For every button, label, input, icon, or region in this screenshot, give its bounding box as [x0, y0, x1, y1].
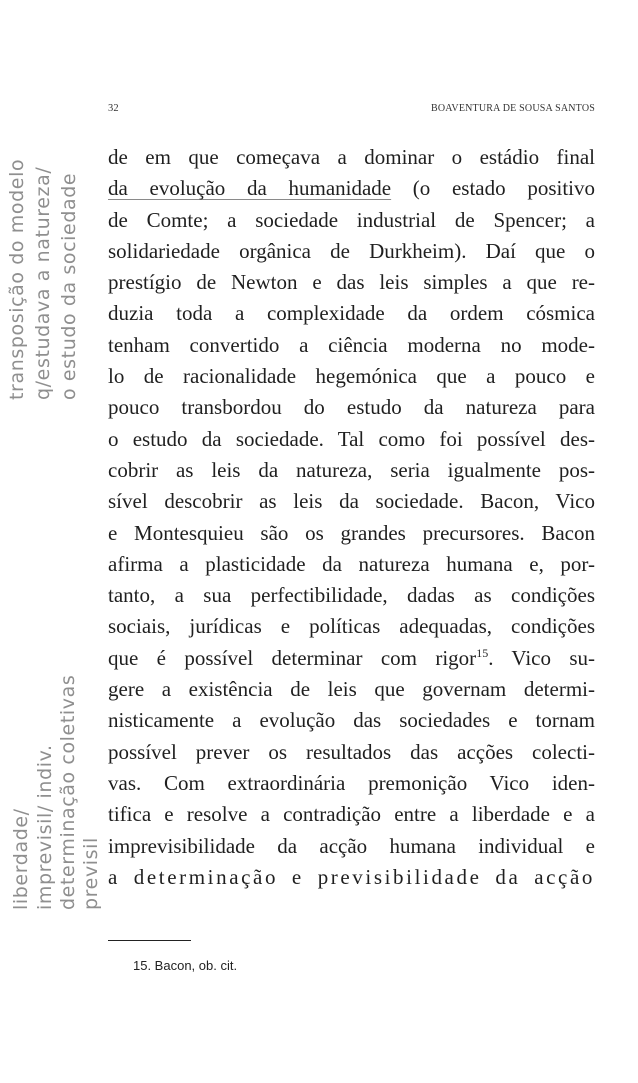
text-line: solidariedade orgânica de Durkheim). Daí que o	[108, 238, 595, 263]
underlined-phrase: da evolução da humanidade	[108, 176, 392, 201]
text-line: tanto, a sua perfectibilidade, dadas as condições	[108, 583, 595, 608]
text-line: cobrir as leis da natureza, seria igualmente pos-	[108, 457, 595, 482]
text-line: duzia toda a complexidade da ordem cósmica	[108, 301, 595, 326]
text-line: pouco transbordou do estudo da natureza para	[108, 395, 595, 420]
margin-note: previsil	[80, 837, 102, 910]
text-line: possível prever os resultados das acções colecti-	[108, 739, 595, 764]
text-line: tifica e resolve a contradição entre a liberdade e a	[108, 802, 595, 827]
page-number: 32	[108, 103, 119, 114]
margin-note: liberdade/	[10, 808, 32, 910]
text-line: e Montesquieu são os grandes precursores. Bacon	[108, 520, 595, 545]
margin-note: transposição do modelo	[6, 158, 28, 400]
footnote: 15. Bacon, ob. cit.	[133, 958, 238, 973]
text-line: de Comte; a sociedade industrial de Spencer; a	[108, 207, 595, 232]
text-line: tenham convertido a ciência moderna no mode-	[108, 332, 595, 357]
text-line: vas. Com extraordinária premonição Vico iden-	[108, 770, 595, 795]
text-line: a determinação e previsibilidade da acção	[108, 864, 595, 889]
text-line	[108, 173, 595, 204]
text-line: gere a existência de leis que governam determi-	[108, 677, 595, 702]
text-line-start: que é possível determinar com rigor	[108, 645, 477, 670]
text-line: nisticamente a evolução das sociedades e tornam	[108, 708, 595, 733]
text-line: afirma a plasticidade da natureza humana e, por-	[108, 551, 595, 576]
footnote-divider	[108, 940, 191, 941]
text-line-rest: (o estado positivo	[391, 176, 595, 201]
page-header	[108, 103, 595, 119]
text-line: de em que começava a dominar o estádio final	[108, 145, 595, 169]
text-line: imprevisibilidade da acção humana individual e	[108, 833, 595, 858]
text-line: sociais, jurídicas e políticas adequadas, condições	[108, 614, 595, 639]
footnote-marker: 15	[476, 645, 489, 660]
text-line: sível descobrir as leis da sociedade. Bacon, Vico	[108, 489, 595, 514]
body-text	[108, 142, 595, 893]
text-line: prestígio de Newton e das leis simples a que re-	[108, 270, 595, 295]
text-line	[108, 643, 595, 674]
margin-note: imprevisil/ indiv.	[34, 744, 56, 910]
margin-note: determinação coletivas	[57, 674, 79, 910]
running-head: BOAVENTURA DE SOUSA SANTOS	[430, 103, 595, 114]
text-line: o estudo da sociedade. Tal como foi possível des-	[108, 426, 595, 451]
text-line: lo de racionalidade hegemónica que a pouco e	[108, 364, 595, 389]
margin-note: o estudo da sociedade	[58, 172, 80, 400]
text-line-rest: . Vico su-	[488, 645, 595, 670]
margin-note: q/estudava a natureza/	[32, 166, 54, 400]
